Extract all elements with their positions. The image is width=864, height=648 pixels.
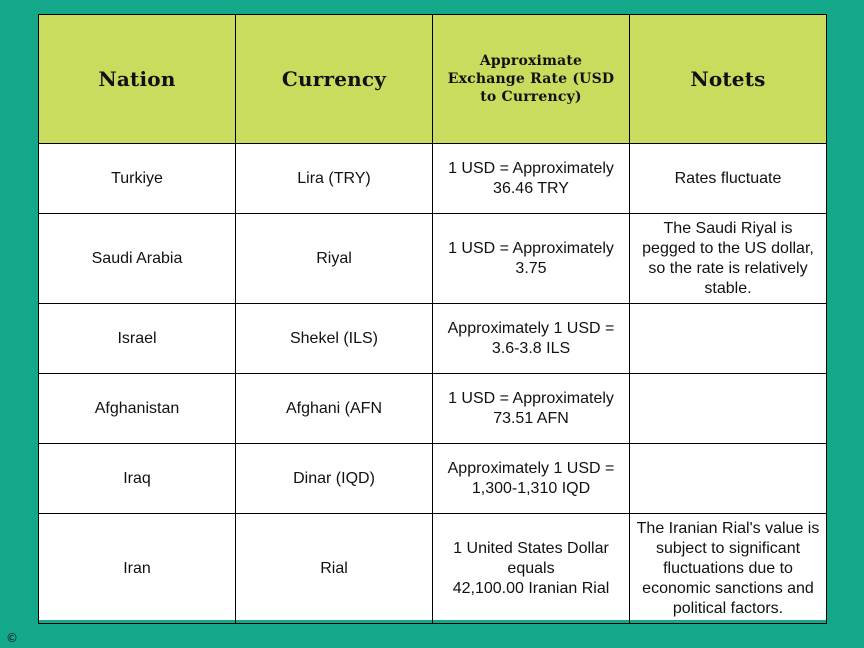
cell-notes bbox=[630, 444, 827, 514]
header-nation: Nation bbox=[39, 15, 236, 144]
cell-rate: Approximately 1 USD = 1,300-1,310 IQD bbox=[433, 444, 630, 514]
cell-nation: Turkiye bbox=[39, 144, 236, 214]
cell-notes: The Saudi Riyal is pegged to the US dollar, so the rate is relatively stable. bbox=[630, 214, 827, 304]
cell-notes: Rates fluctuate bbox=[630, 144, 827, 214]
table-row bbox=[39, 444, 827, 514]
cell-notes bbox=[630, 374, 827, 444]
table-row bbox=[39, 304, 827, 374]
cell-nation: Iraq bbox=[39, 444, 236, 514]
table-row bbox=[39, 214, 827, 304]
cell-rate: 1 USD = Approximately 36.46 TRY bbox=[433, 144, 630, 214]
table-row bbox=[39, 514, 827, 624]
header-currency: Currency bbox=[236, 15, 433, 144]
cell-currency: Lira (TRY) bbox=[236, 144, 433, 214]
table-row bbox=[39, 144, 827, 214]
cell-rate: Approximately 1 USD = 3.6-3.8 ILS bbox=[433, 304, 630, 374]
cell-notes bbox=[630, 304, 827, 374]
cell-nation: Iran bbox=[39, 514, 236, 624]
cell-rate: 1 USD = Approximately 73.51 AFN bbox=[433, 374, 630, 444]
cell-currency: Shekel (ILS) bbox=[236, 304, 433, 374]
cell-nation: Afghanistan bbox=[39, 374, 236, 444]
cell-rate: 1 United States Dollar equals 42,100.00 Iranian Rial bbox=[433, 514, 630, 624]
header-exchange-rate: Approximate Exchange Rate (USD to Currency) bbox=[433, 15, 630, 144]
cell-currency: Afghani (AFN bbox=[236, 374, 433, 444]
cell-currency: Rial bbox=[236, 514, 433, 624]
cell-notes: The Iranian Rial's value is subject to significant fluctuations due to economic sanctions and political factors. bbox=[630, 514, 827, 624]
exchange-rate-table-frame bbox=[38, 14, 826, 620]
header-row bbox=[39, 15, 827, 144]
table-row bbox=[39, 374, 827, 444]
header-notes: Notets bbox=[630, 15, 827, 144]
exchange-rate-table bbox=[38, 14, 827, 624]
cell-nation: Israel bbox=[39, 304, 236, 374]
copyright-symbol: © bbox=[6, 631, 18, 645]
cell-currency: Dinar (IQD) bbox=[236, 444, 433, 514]
cell-rate: 1 USD = Approximately 3.75 bbox=[433, 214, 630, 304]
cell-nation: Saudi Arabia bbox=[39, 214, 236, 304]
cell-currency: Riyal bbox=[236, 214, 433, 304]
